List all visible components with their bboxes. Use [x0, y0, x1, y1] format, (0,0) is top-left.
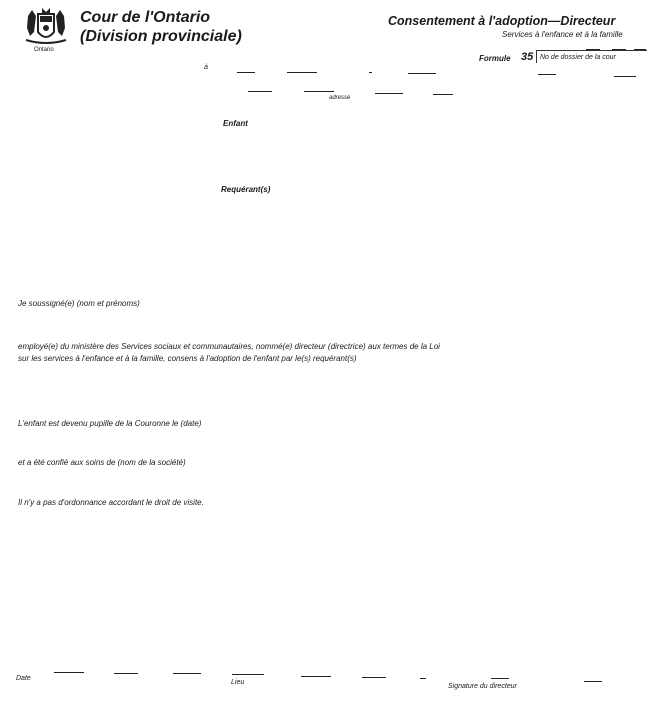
- address-field[interactable]: [375, 93, 403, 94]
- place-field[interactable]: [362, 677, 386, 678]
- address-field[interactable]: [369, 72, 372, 73]
- court-name: [80, 8, 242, 46]
- form-title: Consentement à l'adoption—Directeur: [388, 14, 616, 28]
- ward-of-crown-text: L'enfant est devenu pupille de la Couronne le (date): [18, 419, 202, 428]
- file-dash: [586, 49, 600, 50]
- file-dash: [612, 49, 626, 50]
- court-name-line2: (Division provinciale): [80, 28, 242, 45]
- undersigned-text: Je soussigné(e) (nom et prénoms): [18, 299, 140, 308]
- court-file-number-label: No de dossier de la cour: [540, 54, 616, 61]
- file-dash: [538, 74, 556, 75]
- employee-text-line2: sur les services à l'enfance et à la famille, consens à l'adoption de l'enfant par le(s) requérant(s): [18, 354, 357, 363]
- ontario-crest-icon: [22, 6, 70, 50]
- signature-label: Signature du directeur: [448, 683, 517, 690]
- at-label: à: [204, 64, 208, 71]
- place-label: Lieu: [231, 679, 245, 686]
- address-field[interactable]: [408, 73, 436, 74]
- address-field[interactable]: [433, 94, 453, 95]
- date-field[interactable]: [173, 673, 201, 674]
- form-number: 35: [521, 51, 534, 63]
- form-subtitle: Services à l'enfance et à la famille: [502, 30, 623, 39]
- address-field[interactable]: [237, 72, 255, 73]
- employee-text-line1: employé(e) du ministère des Services sociaux et communautaires, nommé(e) directeur (directrice) aux termes de la Loi: [18, 342, 440, 351]
- place-field[interactable]: [301, 676, 331, 677]
- file-dash: [614, 76, 636, 77]
- signature-field[interactable]: [420, 678, 426, 679]
- date-label: Date: [16, 675, 31, 682]
- form-label: Formule: [479, 54, 511, 63]
- date-field[interactable]: [114, 673, 138, 674]
- placed-with-text: et a été confié aux soins de (nom de la société): [18, 458, 186, 467]
- address-field[interactable]: [248, 91, 272, 92]
- no-access-order-text: Il n'y a pas d'ordonnance accordant le droit de visite.: [18, 498, 204, 507]
- applicant-label: Requérant(s): [221, 185, 271, 194]
- place-field[interactable]: [232, 674, 264, 675]
- address-label: adresse: [329, 95, 351, 101]
- file-dash: [634, 49, 646, 50]
- child-label: Enfant: [223, 119, 248, 128]
- signature-field[interactable]: [491, 678, 509, 679]
- crest-caption: Ontario: [34, 47, 54, 53]
- address-field[interactable]: [287, 72, 317, 73]
- court-name-line1: Cour de l'Ontario: [80, 9, 211, 26]
- signature-field[interactable]: [584, 681, 602, 682]
- date-field[interactable]: [54, 672, 84, 673]
- address-field[interactable]: [304, 91, 334, 92]
